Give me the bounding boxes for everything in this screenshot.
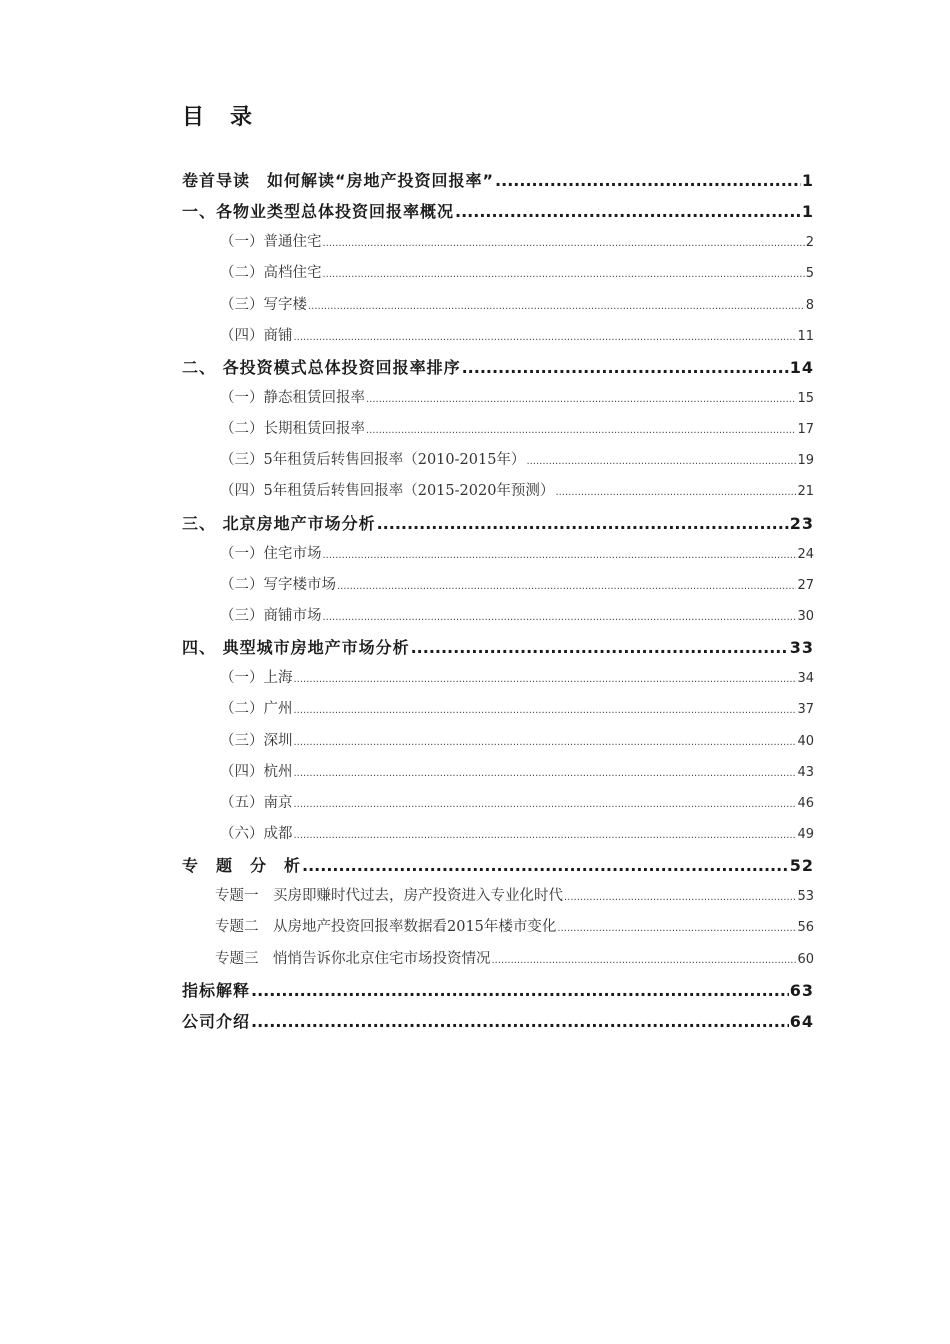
toc-page-number: 63 (789, 980, 814, 1000)
toc-entry[interactable] (182, 663, 814, 694)
toc-page-number: 5 (805, 266, 814, 282)
toc-dot-leader (323, 228, 805, 259)
toc-dot-leader (564, 882, 796, 913)
toc-entry-label: 四、 典型城市房地产市场分析 (182, 638, 410, 658)
toc-entry-label: （三）5年租赁后转售回报率（2010-2015年） (220, 452, 526, 469)
toc-dot-leader (294, 695, 797, 726)
toc-entry-label: （一）静态租赁回报率 (220, 389, 365, 406)
toc-page-number: 1 (801, 171, 814, 190)
toc-dot-leader (323, 540, 797, 571)
toc-entry[interactable] (182, 290, 814, 321)
toc-dot-leader (411, 632, 789, 663)
toc-dot-leader (323, 602, 797, 633)
toc-entry[interactable] (182, 258, 814, 289)
toc-entry-label: （六）成都 (220, 825, 293, 842)
toc-dot-leader (251, 975, 789, 1006)
toc-entry-label: （二）高档住宅 (220, 265, 322, 282)
toc-page-number: 56 (797, 920, 814, 936)
toc-entry[interactable] (182, 570, 814, 601)
toc-entry[interactable] (182, 975, 814, 1006)
toc-entry[interactable] (182, 819, 814, 850)
toc-entry-label: 公司介绍 (182, 1011, 251, 1031)
toc-entry-label: （四）5年租赁后转售回报率（2015-2020年预测） (220, 483, 555, 500)
toc-entry-label: 专 题 分 析 (182, 856, 302, 876)
toc-dot-leader (366, 415, 796, 446)
toc-entry[interactable] (182, 912, 814, 943)
toc-entry-label: （二）广州 (220, 701, 293, 718)
toc-page-number: 60 (797, 951, 814, 967)
toc-page-number: 11 (797, 328, 814, 344)
toc-entry-label: （二）长期租赁回报率 (220, 421, 365, 438)
toc-page-number: 64 (789, 1011, 814, 1031)
toc-entry[interactable] (182, 788, 814, 819)
toc-entry[interactable] (182, 726, 814, 757)
toc-entry-label: （二）写字楼市场 (220, 576, 336, 593)
toc-page-number: 19 (797, 453, 814, 469)
toc-entry[interactable] (182, 321, 814, 352)
toc-entry[interactable] (182, 508, 814, 539)
toc-dot-leader (462, 352, 789, 383)
toc-entry-label: （四）商铺 (220, 327, 293, 344)
toc-page-number: 8 (805, 297, 814, 313)
toc-entry[interactable] (182, 476, 814, 507)
toc-dot-leader (308, 291, 805, 322)
toc-dot-leader (302, 850, 789, 881)
toc-entry-label: （一）住宅市场 (220, 545, 322, 562)
toc-entry-label: （一）普通住宅 (220, 234, 322, 251)
toc-entry[interactable] (182, 196, 814, 227)
table-of-contents (182, 165, 814, 1037)
toc-page-number: 46 (797, 795, 814, 811)
toc-page-number: 1 (801, 202, 814, 222)
toc-entry[interactable] (182, 414, 814, 445)
toc-entry-label: 专题一 买房即赚时代过去，房产投资进入专业化时代 (215, 888, 563, 905)
toc-entry[interactable] (182, 601, 814, 632)
toc-dot-leader (526, 446, 796, 477)
toc-page-number: 53 (797, 889, 814, 905)
toc-page-number: 21 (797, 484, 814, 500)
toc-entry-label: （四）杭州 (220, 763, 293, 780)
toc-dot-leader (294, 322, 797, 353)
toc-page-number: 15 (797, 390, 814, 406)
toc-entry-label: （三）深圳 (220, 732, 293, 749)
toc-dot-leader (294, 758, 797, 789)
toc-page-number: 30 (797, 608, 814, 624)
toc-entry-label: 专题三 悄悄告诉你北京住宅市场投资情况 (215, 950, 491, 967)
toc-page-number: 33 (789, 638, 814, 658)
toc-entry[interactable] (182, 352, 814, 383)
toc-dot-leader (555, 477, 796, 508)
toc-entry-label: 三、 北京房地产市场分析 (182, 513, 376, 533)
toc-entry[interactable] (182, 632, 814, 663)
toc-entry-label: 一、各物业类型总体投资回报率概况 (182, 202, 455, 222)
toc-page-number: 24 (797, 546, 814, 562)
toc-entry-label: 卷首导读 如何解读“房地产投资回报率” (182, 171, 495, 190)
toc-page-number: 14 (789, 357, 814, 377)
toc-page-number: 49 (797, 826, 814, 842)
toc-entry-label: （三）商铺市场 (220, 607, 322, 624)
toc-dot-leader (495, 165, 801, 196)
toc-entry-label: （三）写字楼 (220, 296, 307, 313)
toc-entry[interactable] (182, 694, 814, 725)
toc-entry[interactable] (182, 539, 814, 570)
toc-page-number: 17 (797, 422, 814, 438)
toc-dot-leader (294, 727, 797, 758)
toc-page-number: 52 (789, 856, 814, 876)
toc-entry-label: 指标解释 (182, 980, 251, 1000)
toc-dot-leader (294, 820, 797, 851)
toc-dot-leader (337, 571, 796, 602)
toc-dot-leader (294, 664, 797, 695)
toc-dot-leader (557, 913, 796, 944)
toc-entry[interactable] (182, 944, 814, 975)
toc-page-number: 37 (797, 702, 814, 718)
toc-page-number: 27 (797, 577, 814, 593)
toc-entry-label: （五）南京 (220, 794, 293, 811)
toc-page-number: 43 (797, 764, 814, 780)
toc-title: 目 录 (182, 105, 255, 130)
toc-dot-leader (294, 789, 797, 820)
toc-page-number: 2 (805, 235, 814, 251)
toc-entry[interactable] (182, 383, 814, 414)
toc-dot-leader (492, 945, 797, 976)
toc-entry-label: 专题二 从房地产投资回报率数据看2015年楼市变化 (215, 919, 557, 936)
toc-entry[interactable] (182, 757, 814, 788)
toc-page-number: 34 (797, 671, 814, 687)
toc-dot-leader (455, 196, 801, 227)
toc-entry[interactable] (182, 881, 814, 912)
toc-dot-leader (323, 259, 805, 290)
toc-entry[interactable] (182, 445, 814, 476)
toc-entry[interactable] (182, 165, 814, 196)
toc-entry[interactable] (182, 1006, 814, 1037)
toc-entry[interactable] (182, 850, 814, 881)
toc-entry-label: （一）上海 (220, 670, 293, 687)
toc-page-number: 40 (797, 733, 814, 749)
toc-entry-label: 二、 各投资模式总体投资回报率排序 (182, 357, 461, 377)
toc-entry[interactable] (182, 227, 814, 258)
toc-page-number: 23 (789, 513, 814, 533)
toc-dot-leader (251, 1006, 789, 1037)
toc-dot-leader (377, 508, 789, 539)
toc-dot-leader (366, 384, 796, 415)
